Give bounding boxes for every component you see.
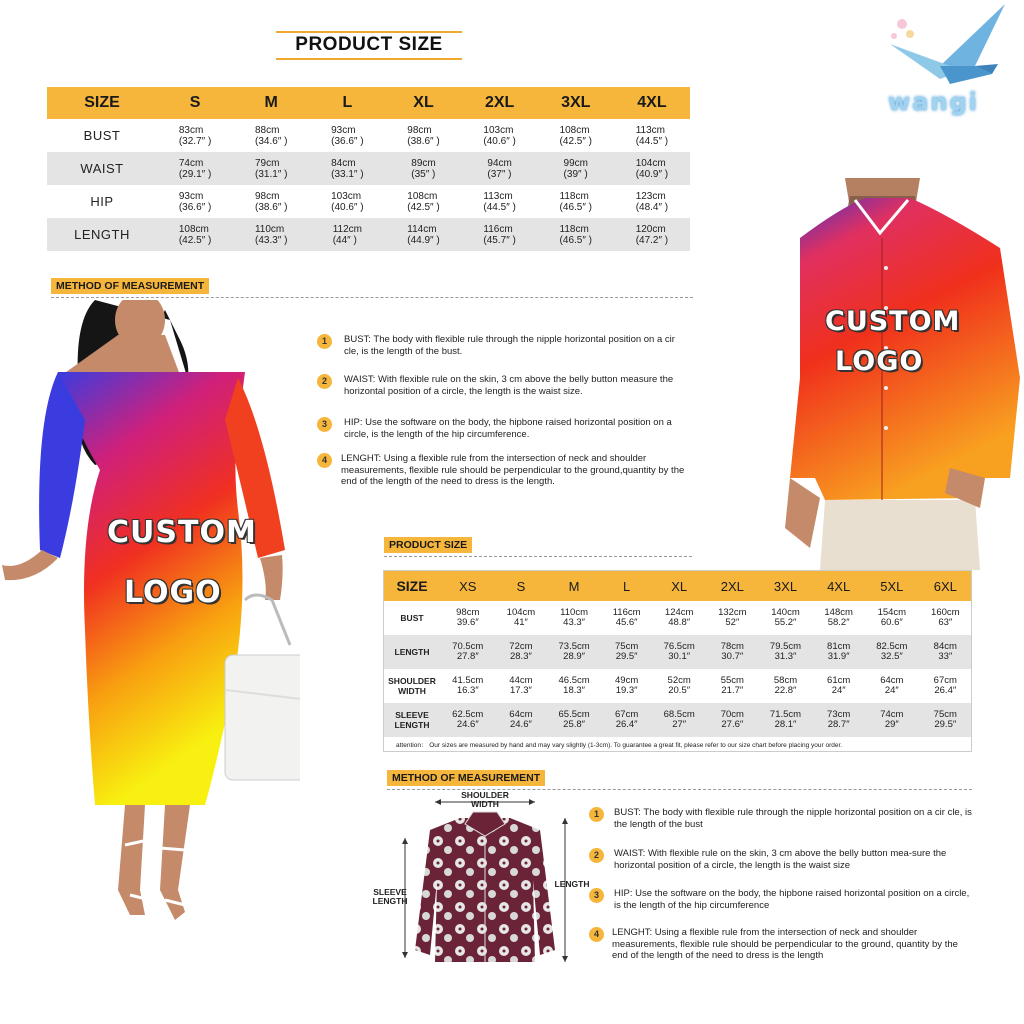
table-cell <box>462 218 538 251</box>
step-number: 4 <box>589 927 604 942</box>
table-cell <box>651 703 707 737</box>
shirt-diagram <box>365 790 605 970</box>
table-row <box>47 119 690 152</box>
header-cell: S <box>496 571 547 602</box>
step-number: 2 <box>589 848 604 863</box>
step-text: LENGHT: Using a flexible rule from the intersection of neck and shoulder measurements, flexible rule should be perpendicular to the ground, quantity by the end of the length of the need to dress is the length <box>612 927 958 961</box>
cm-value: 78cm <box>720 641 744 652</box>
cm-value: 67cm <box>615 709 639 720</box>
inch-value: (36.6″ ) <box>331 135 364 147</box>
row-label: SHOULDER WIDTH <box>388 676 436 696</box>
inch-value: 28.1″ <box>774 719 797 730</box>
step-text: HIP: Use the software on the body, the hipbone raised horizontal position on a circle, is the length of the hip circumference <box>614 888 970 911</box>
divider <box>384 556 692 557</box>
cm-value: 140cm <box>771 607 800 618</box>
table-cell <box>538 152 614 185</box>
inch-value: 31.3″ <box>774 651 797 662</box>
inch-value: 18.3″ <box>563 685 586 696</box>
length-label: LENGTH <box>554 879 590 889</box>
table-cell <box>309 119 385 152</box>
inch-value: (43.3″ ) <box>254 234 288 246</box>
dress-logo-line2: LOGO <box>124 575 222 610</box>
product-size-title: PRODUCT SIZE <box>276 34 462 56</box>
table-cell <box>440 601 496 635</box>
table-cell <box>813 601 864 635</box>
cm-value: 41.5cm <box>452 675 484 686</box>
table-row <box>384 703 972 737</box>
inch-value: (44.9″ ) <box>407 234 440 246</box>
cm-value: 73cm <box>827 709 851 720</box>
inch-value: 21.7″ <box>721 685 744 696</box>
inch-value: (40.6″ ) <box>483 135 516 147</box>
cm-value: 83cm <box>178 124 204 136</box>
inch-value: 19.3″ <box>615 685 638 696</box>
table-cell <box>157 152 233 185</box>
cm-value: 148cm <box>824 607 853 618</box>
cm-value: 94cm <box>487 157 512 169</box>
step-number: 3 <box>317 417 332 432</box>
inch-value: 20.5″ <box>668 685 691 696</box>
table-cell <box>614 218 690 251</box>
inch-value: (34.6″ ) <box>254 135 288 147</box>
cm-value: 65.5cm <box>558 709 590 720</box>
table-cell <box>496 703 547 737</box>
table-cell <box>462 185 538 218</box>
table-cell <box>602 601 652 635</box>
table-cell <box>614 119 690 152</box>
inch-value: 22.8″ <box>774 685 797 696</box>
table-cell <box>538 185 614 218</box>
table-cell <box>707 669 758 703</box>
table-cell <box>758 601 814 635</box>
cm-value: 154cm <box>877 607 907 618</box>
table-cell <box>538 119 614 152</box>
dress-model-image <box>0 300 300 930</box>
table-header-row <box>47 87 690 119</box>
table-cell <box>864 703 920 737</box>
step-number: 1 <box>317 334 332 349</box>
cm-value: 64cm <box>880 675 904 686</box>
step-number: 2 <box>317 374 332 389</box>
inch-value: 30.1″ <box>668 651 691 662</box>
table-cell <box>707 703 758 737</box>
bottom-size-table <box>383 570 972 752</box>
inch-value: (33.1″ ) <box>331 168 364 180</box>
table-cell <box>157 119 233 152</box>
brand-name: wangi <box>888 88 979 116</box>
inch-value: 55.2″ <box>774 617 797 628</box>
header-cell: 3XL <box>758 571 814 602</box>
table-cell <box>546 635 602 669</box>
inch-value: 28.3″ <box>509 651 532 662</box>
table-cell <box>758 635 814 669</box>
cm-value: 160cm <box>931 607 960 618</box>
cm-value: 82.5cm <box>876 641 908 652</box>
inch-value: 30.7″ <box>721 651 744 662</box>
inch-value: (29.1″ ) <box>178 168 212 180</box>
table-cell <box>813 669 864 703</box>
cm-value: 46.5cm <box>558 675 590 686</box>
table-cell <box>813 703 864 737</box>
table-cell <box>546 669 602 703</box>
cm-value: 44cm <box>509 675 533 686</box>
inch-value: 48.8″ <box>668 617 691 628</box>
header-cell: M <box>546 571 602 602</box>
inch-value: 29″ <box>884 719 899 730</box>
inch-value: (35″ ) <box>411 168 436 180</box>
cm-value: 67cm <box>933 675 957 686</box>
inch-value: (36.6″ ) <box>178 201 212 213</box>
header-cell: 6XL <box>920 571 972 602</box>
cm-value: 98cm <box>456 607 480 618</box>
cm-value: 123cm <box>635 190 666 202</box>
inch-value: 39.6″ <box>456 617 479 628</box>
cm-value: 110cm <box>254 223 285 235</box>
inch-value: (44.5″ ) <box>483 201 516 213</box>
inch-value: 29.5″ <box>934 719 957 730</box>
brand-logo <box>880 4 1020 134</box>
inch-value: 28.9″ <box>563 651 586 662</box>
inch-value: (42.5″ ) <box>178 234 212 246</box>
cm-value: 73.5cm <box>558 641 590 652</box>
table-cell <box>920 703 972 737</box>
table-cell <box>496 635 547 669</box>
header-cell: XS <box>440 571 496 602</box>
inch-value: (47.2″ ) <box>635 234 669 246</box>
table-row <box>47 185 690 218</box>
cm-value: 71.5cm <box>769 709 802 720</box>
cm-value: 68.5cm <box>663 709 695 720</box>
inch-value: 52″ <box>725 617 740 628</box>
cm-value: 118cm <box>559 223 589 235</box>
row-label: BUST <box>400 613 424 623</box>
cm-value: 70cm <box>720 709 744 720</box>
cm-value: 104cm <box>506 607 536 618</box>
header-cell: SIZE <box>47 87 157 119</box>
header-cell: L <box>309 87 385 119</box>
inch-value: (32.7″ ) <box>178 135 212 147</box>
cm-value: 103cm <box>483 124 514 136</box>
table-cell <box>602 635 652 669</box>
table-cell <box>462 119 538 152</box>
cm-value: 113cm <box>635 124 665 136</box>
cm-value: 108cm <box>178 223 209 235</box>
table-cell <box>157 218 233 251</box>
cm-value: 108cm <box>407 190 438 202</box>
table-cell <box>864 601 920 635</box>
cm-value: 52cm <box>667 675 691 686</box>
header-cell: SIZE <box>384 571 441 602</box>
cm-value: 76.5cm <box>663 641 695 652</box>
header-cell: 4XL <box>813 571 864 602</box>
table-cell <box>440 635 496 669</box>
table-row <box>47 152 690 185</box>
cm-value: 104cm <box>635 157 666 169</box>
cm-value: 98cm <box>407 124 432 136</box>
table-cell <box>385 119 461 152</box>
step-number: 3 <box>589 888 604 903</box>
divider <box>51 297 693 298</box>
table-cell <box>309 152 385 185</box>
inch-value: (44″ ) <box>332 234 357 246</box>
cm-value: 124cm <box>664 607 694 618</box>
method-title-2: METHOD OF MEASUREMENT <box>387 770 545 786</box>
cm-value: 88cm <box>254 124 280 136</box>
inch-value: 24″ <box>884 685 899 696</box>
table-cell <box>440 703 496 737</box>
table-cell <box>864 669 920 703</box>
header-cell: M <box>233 87 309 119</box>
cm-value: 79cm <box>254 157 280 169</box>
row-label: WAIST <box>47 152 157 185</box>
cm-value: 120cm <box>635 223 666 235</box>
cm-value: 79.5cm <box>769 641 802 652</box>
table-cell <box>538 218 614 251</box>
cm-value: 81cm <box>827 641 851 652</box>
cm-value: 61cm <box>827 675 851 686</box>
table-cell <box>707 635 758 669</box>
cm-value: 98cm <box>254 190 280 202</box>
step-number: 4 <box>317 453 332 468</box>
inch-value: 24″ <box>831 685 846 696</box>
header-cell: XL <box>385 87 461 119</box>
cm-value: 75cm <box>933 709 957 720</box>
inch-value: 63″ <box>938 617 953 628</box>
table-cell <box>496 601 547 635</box>
method-title: METHOD OF MEASUREMENT <box>51 278 209 294</box>
table-cell <box>496 669 547 703</box>
cm-value: 99cm <box>563 157 588 169</box>
row-label: HIP <box>90 194 114 209</box>
cm-value: 108cm <box>559 124 590 136</box>
table-cell <box>651 635 707 669</box>
step-number: 1 <box>589 807 604 822</box>
shirt-logo-line2: LOGO <box>835 346 924 377</box>
cm-value: 75cm <box>615 641 639 652</box>
table-header-row <box>384 571 972 602</box>
dress-logo-line1: CUSTOM <box>107 515 257 550</box>
header-cell: 5XL <box>864 571 920 602</box>
header-cell: S <box>157 87 233 119</box>
cm-value: 84cm <box>933 641 957 652</box>
inch-value: 27.6″ <box>721 719 744 730</box>
inch-value: (31.1″ ) <box>254 168 288 180</box>
cm-value: 93cm <box>331 124 356 136</box>
table-cell <box>758 669 814 703</box>
row-label: LENGTH <box>47 218 157 251</box>
shirt-logo-line1: CUSTOM <box>825 306 961 337</box>
table-cell <box>864 635 920 669</box>
step-text: LENGHT: Using a flexible rule from the intersection of neck and shoulder measurements, flexible rule should be perpendicular to the ground,quantity by the end of the length of the need to dress is the length. <box>341 453 685 487</box>
header-cell: XL <box>651 571 707 602</box>
inch-value: (38.6″ ) <box>254 201 288 213</box>
table-cell <box>233 218 309 251</box>
step-text: HIP: Use the software on the body, the hipbone raised horizontal position on a circle, is the length of the hip circumference. <box>344 417 672 440</box>
sleeve-length-label: SLEEVE LENGTH <box>372 887 408 906</box>
table-cell <box>614 185 690 218</box>
inch-value: 31.9″ <box>827 651 850 662</box>
table-row <box>384 601 972 635</box>
product-size-subtitle: PRODUCT SIZE <box>384 537 472 553</box>
table-cell <box>385 152 461 185</box>
table-cell <box>309 218 385 251</box>
table-cell <box>920 669 972 703</box>
table-cell <box>157 185 233 218</box>
table-row <box>384 669 972 703</box>
header-cell: 2XL <box>462 87 538 119</box>
top-size-table <box>47 87 690 251</box>
cm-value: 113cm <box>483 190 513 202</box>
inch-value: 33″ <box>938 651 953 662</box>
inch-value: (42.5″ ) <box>407 201 440 213</box>
table-row <box>47 218 690 251</box>
table-cell <box>440 669 496 703</box>
table-cell <box>707 601 758 635</box>
shirt-model-image <box>780 178 1024 570</box>
inch-value: 27.8″ <box>456 651 479 662</box>
cm-value: 84cm <box>331 157 356 169</box>
inch-value: (37″ ) <box>487 168 512 180</box>
attention-note: attention： Our sizes are measured by hand and may vary slightly (1-3cm). To guarantee a great fit, please refer to our size chart before placing your order. <box>384 737 972 752</box>
table-cell <box>385 185 461 218</box>
cm-value: 103cm <box>331 190 362 202</box>
inch-value: 17.3″ <box>509 685 532 696</box>
table-cell <box>920 635 972 669</box>
cm-value: 114cm <box>407 223 437 235</box>
step-text: WAIST: With flexible rule on the skin, 3 cm above the belly button measure the horizontal position of a circle, the length is the waist size. <box>344 374 674 397</box>
inch-value: (38.6″ ) <box>407 135 440 147</box>
cm-value: 118cm <box>559 190 589 202</box>
step-text: WAIST: With flexible rule on the skin, 3 cm above the belly button mea-sure the horizontal position of a circle, the length is the waist size <box>614 848 947 871</box>
inch-value: 58.2″ <box>827 617 850 628</box>
inch-value: 60.6″ <box>880 617 903 628</box>
table-cell <box>614 152 690 185</box>
inch-value: (40.9″ ) <box>635 168 669 180</box>
cm-value: 89cm <box>411 157 436 169</box>
inch-value: 25.8″ <box>563 719 586 730</box>
table-cell <box>813 635 864 669</box>
inch-value: 28.7″ <box>827 719 850 730</box>
cm-value: 62.5cm <box>452 709 484 720</box>
header-cell: 4XL <box>614 87 690 119</box>
cm-value: 74cm <box>178 157 204 169</box>
inch-value: (44.5″ ) <box>635 135 669 147</box>
table-cell <box>309 185 385 218</box>
inch-value: 29.5″ <box>615 651 638 662</box>
cm-value: 112cm <box>332 223 362 235</box>
inch-value: 26.4″ <box>934 685 957 696</box>
inch-value: (46.5″ ) <box>559 234 592 246</box>
table-cell <box>602 703 652 737</box>
header-cell: 2XL <box>707 571 758 602</box>
row-label: SLEEVE LENGTH <box>384 703 441 737</box>
cm-value: 116cm <box>483 223 513 235</box>
table-cell <box>546 601 602 635</box>
table-cell <box>385 218 461 251</box>
table-cell <box>758 703 814 737</box>
header-cell: 3XL <box>538 87 614 119</box>
inch-value: 32.5″ <box>880 651 903 662</box>
step-text: BUST: The body with flexible rule through the nipple horizontal position on a cir cle, is the length of the bust <box>614 807 972 830</box>
row-label: BUST <box>83 128 121 143</box>
inch-value: 24.6″ <box>456 719 479 730</box>
cm-value: 64cm <box>509 709 533 720</box>
inch-value: 26.4″ <box>615 719 638 730</box>
header-cell: L <box>602 571 652 602</box>
table-cell <box>651 669 707 703</box>
table-cell <box>602 669 652 703</box>
table-cell <box>462 152 538 185</box>
table-cell <box>546 703 602 737</box>
inch-value: (40.6″ ) <box>331 201 364 213</box>
step-text: BUST: The body with flexible rule through the nipple horizontal position on a cir cle, is the length of the bust. <box>344 334 675 357</box>
table-note-row <box>384 737 972 752</box>
table-cell <box>233 119 309 152</box>
inch-value: (39″ ) <box>563 168 588 180</box>
cm-value: 58cm <box>773 675 798 686</box>
shoulder-width-label: SHOULDER WIDTH <box>461 790 509 809</box>
inch-value: (48.4″ ) <box>635 201 669 213</box>
dress-illustration <box>0 300 300 930</box>
cm-value: 70.5cm <box>452 641 484 652</box>
cm-value: 93cm <box>178 190 204 202</box>
inch-value: 45.6″ <box>615 617 638 628</box>
inch-value: 43.3″ <box>563 617 586 628</box>
cm-value: 110cm <box>560 607 588 618</box>
inch-value: (46.5″ ) <box>559 201 592 213</box>
table-cell <box>233 152 309 185</box>
table-cell <box>920 601 972 635</box>
inch-value: (42.5″ ) <box>559 135 592 147</box>
cm-value: 72cm <box>509 641 533 652</box>
inch-value: 41″ <box>513 617 528 628</box>
inch-value: 27″ <box>672 719 687 730</box>
table-cell <box>651 601 707 635</box>
cm-value: 132cm <box>718 607 747 618</box>
table-cell <box>233 185 309 218</box>
cm-value: 74cm <box>880 709 904 720</box>
inch-value: (45.7″ ) <box>483 234 516 246</box>
inch-value: 24.6″ <box>509 719 532 730</box>
cm-value: 49cm <box>615 675 639 686</box>
row-label: LENGTH <box>384 635 441 669</box>
cm-value: 116cm <box>612 607 641 618</box>
table-row <box>384 635 972 669</box>
inch-value: 16.3″ <box>456 685 479 696</box>
cm-value: 55cm <box>720 675 744 686</box>
